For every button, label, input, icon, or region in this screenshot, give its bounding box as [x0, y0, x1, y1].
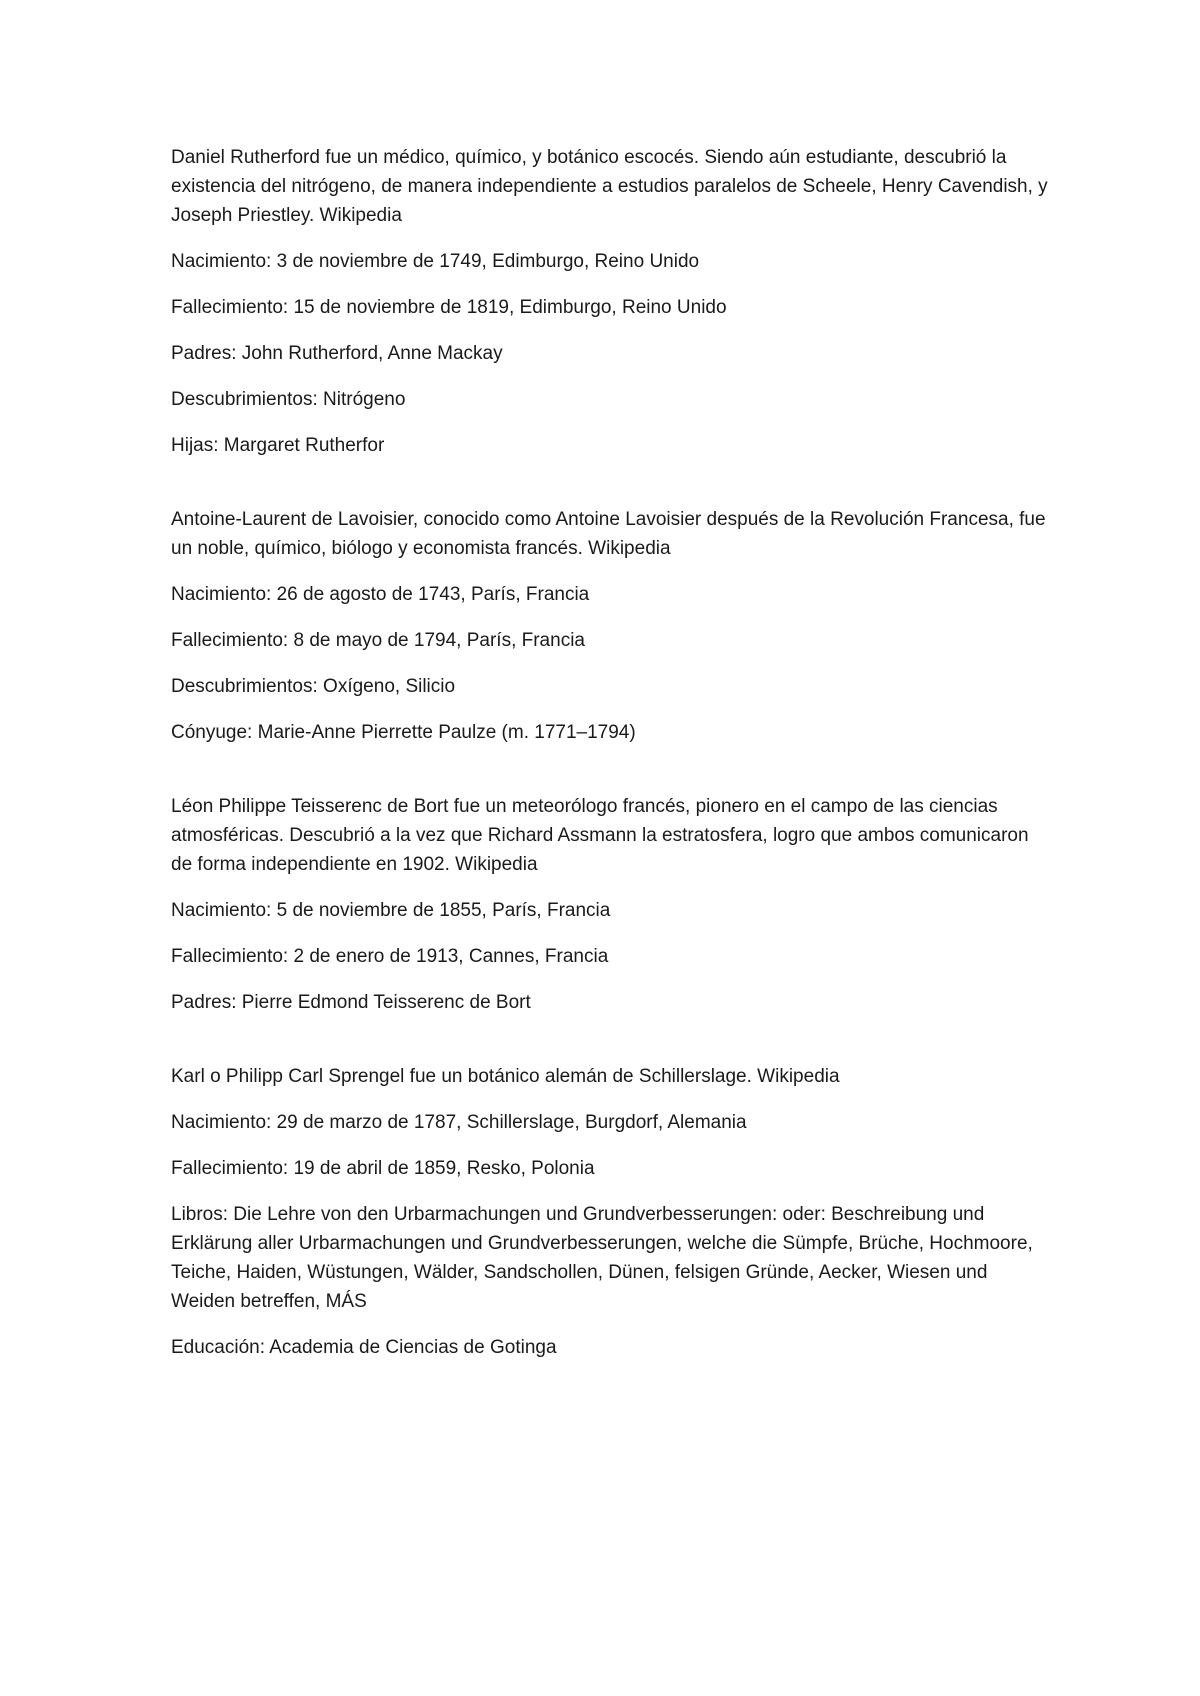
fact-death: Fallecimiento: 15 de noviembre de 1819, Edimburgo, Reino Unido	[171, 297, 727, 318]
fact-parents: Padres: John Rutherford, Anne Mackay	[171, 343, 503, 364]
section-lavoisier	[171, 505, 1051, 747]
fact-birth: Nacimiento: 5 de noviembre de 1855, París, Francia	[171, 900, 611, 921]
fact-death: Fallecimiento: 8 de mayo de 1794, París, Francia	[171, 630, 585, 651]
fact-education: Educación: Academia de Ciencias de Gotinga	[171, 1337, 557, 1358]
section-intro: Karl o Philipp Carl Sprengel fue un botánico alemán de Schillerslage. Wikipedia	[171, 1066, 840, 1087]
section-intro: Léon Philippe Teisserenc de Bort fue un meteorólogo francés, pionero en el campo de las ciencias atmosféricas. Descubrió a la vez que Richard Assmann la estratosfera, logro que ambos comunicaron de forma independiente en 1902. Wikipedia	[171, 796, 1029, 875]
fact-discoveries: Descubrimientos: Oxígeno, Silicio	[171, 676, 456, 697]
fact-death: Fallecimiento: 2 de enero de 1913, Cannes, Francia	[171, 946, 609, 967]
fact-spouse: Cónyuge: Marie-Anne Pierrette Paulze (m. 1771–1794)	[171, 722, 636, 743]
fact-death: Fallecimiento: 19 de abril de 1859, Resko, Polonia	[171, 1158, 595, 1179]
section-rutherford	[171, 143, 1051, 460]
section-intro: Antoine-Laurent de Lavoisier, conocido como Antoine Lavoisier después de la Revolución Francesa, fue un noble, químico, biólogo y economista francés. Wikipedia	[171, 509, 1046, 559]
document-body	[171, 143, 1051, 1362]
section-teisserenc	[171, 792, 1051, 1017]
section-intro: Daniel Rutherford fue un médico, químico, y botánico escocés. Siendo aún estudiante, descubrió la existencia del nitrógeno, de manera independiente a estudios paralelos de Scheele, Henry Cavendish, y Joseph Priestley. Wikipedia	[171, 147, 1048, 226]
section-sprengel	[171, 1062, 1051, 1362]
fact-parents: Padres: Pierre Edmond Teisserenc de Bort	[171, 992, 531, 1013]
fact-discoveries: Descubrimientos: Nitrógeno	[171, 389, 406, 410]
fact-birth: Nacimiento: 29 de marzo de 1787, Schillerslage, Burgdorf, Alemania	[171, 1112, 747, 1133]
fact-birth: Nacimiento: 26 de agosto de 1743, París, Francia	[171, 584, 590, 605]
fact-birth: Nacimiento: 3 de noviembre de 1749, Edimburgo, Reino Unido	[171, 251, 700, 272]
fact-children: Hijas: Margaret Rutherfor	[171, 435, 385, 456]
fact-books: Libros: Die Lehre von den Urbarmachungen und Grundverbesserungen: oder: Beschreibung und Erklärung aller Urbarmachungen und Grundverbesserungen, welche die Sümpfe, Brüche, Hochmoore, Teiche, Haiden, Wüstungen, Wälder, Sandschollen, Dünen, felsigen Gründe, Aecker, Wiesen und Weiden betreffen, MÁS	[171, 1204, 1033, 1312]
